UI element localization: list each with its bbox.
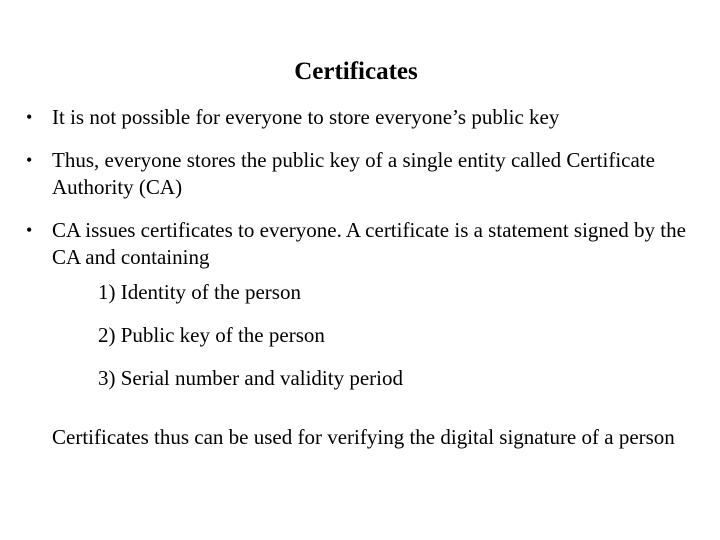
bullet-item	[24, 147, 704, 201]
numbered-item: 3) Serial number and validity period	[98, 366, 404, 390]
bullet-text: It is not possible for everyone to store everyone’s public key	[52, 105, 560, 129]
bullet-icon: •	[26, 107, 33, 127]
slide-title: Certificates	[294, 58, 418, 85]
bullet-item	[24, 217, 704, 271]
bullet-icon: •	[26, 220, 33, 240]
closing-text: Certificates thus can be used for verifying the digital signature of a person	[52, 425, 675, 449]
bullet-text: Thus, everyone stores the public key of a single entity called Certificate Authority (CA)	[52, 148, 655, 199]
numbered-item: 1) Identity of the person	[98, 280, 301, 304]
bullet-text: CA issues certificates to everyone. A certificate is a statement signed by the CA and containing	[52, 218, 686, 269]
numbered-list	[24, 279, 704, 392]
bullet-item	[24, 104, 704, 131]
bullet-list	[24, 104, 704, 287]
bullet-icon: •	[26, 150, 33, 170]
numbered-item: 2) Public key of the person	[98, 323, 325, 347]
